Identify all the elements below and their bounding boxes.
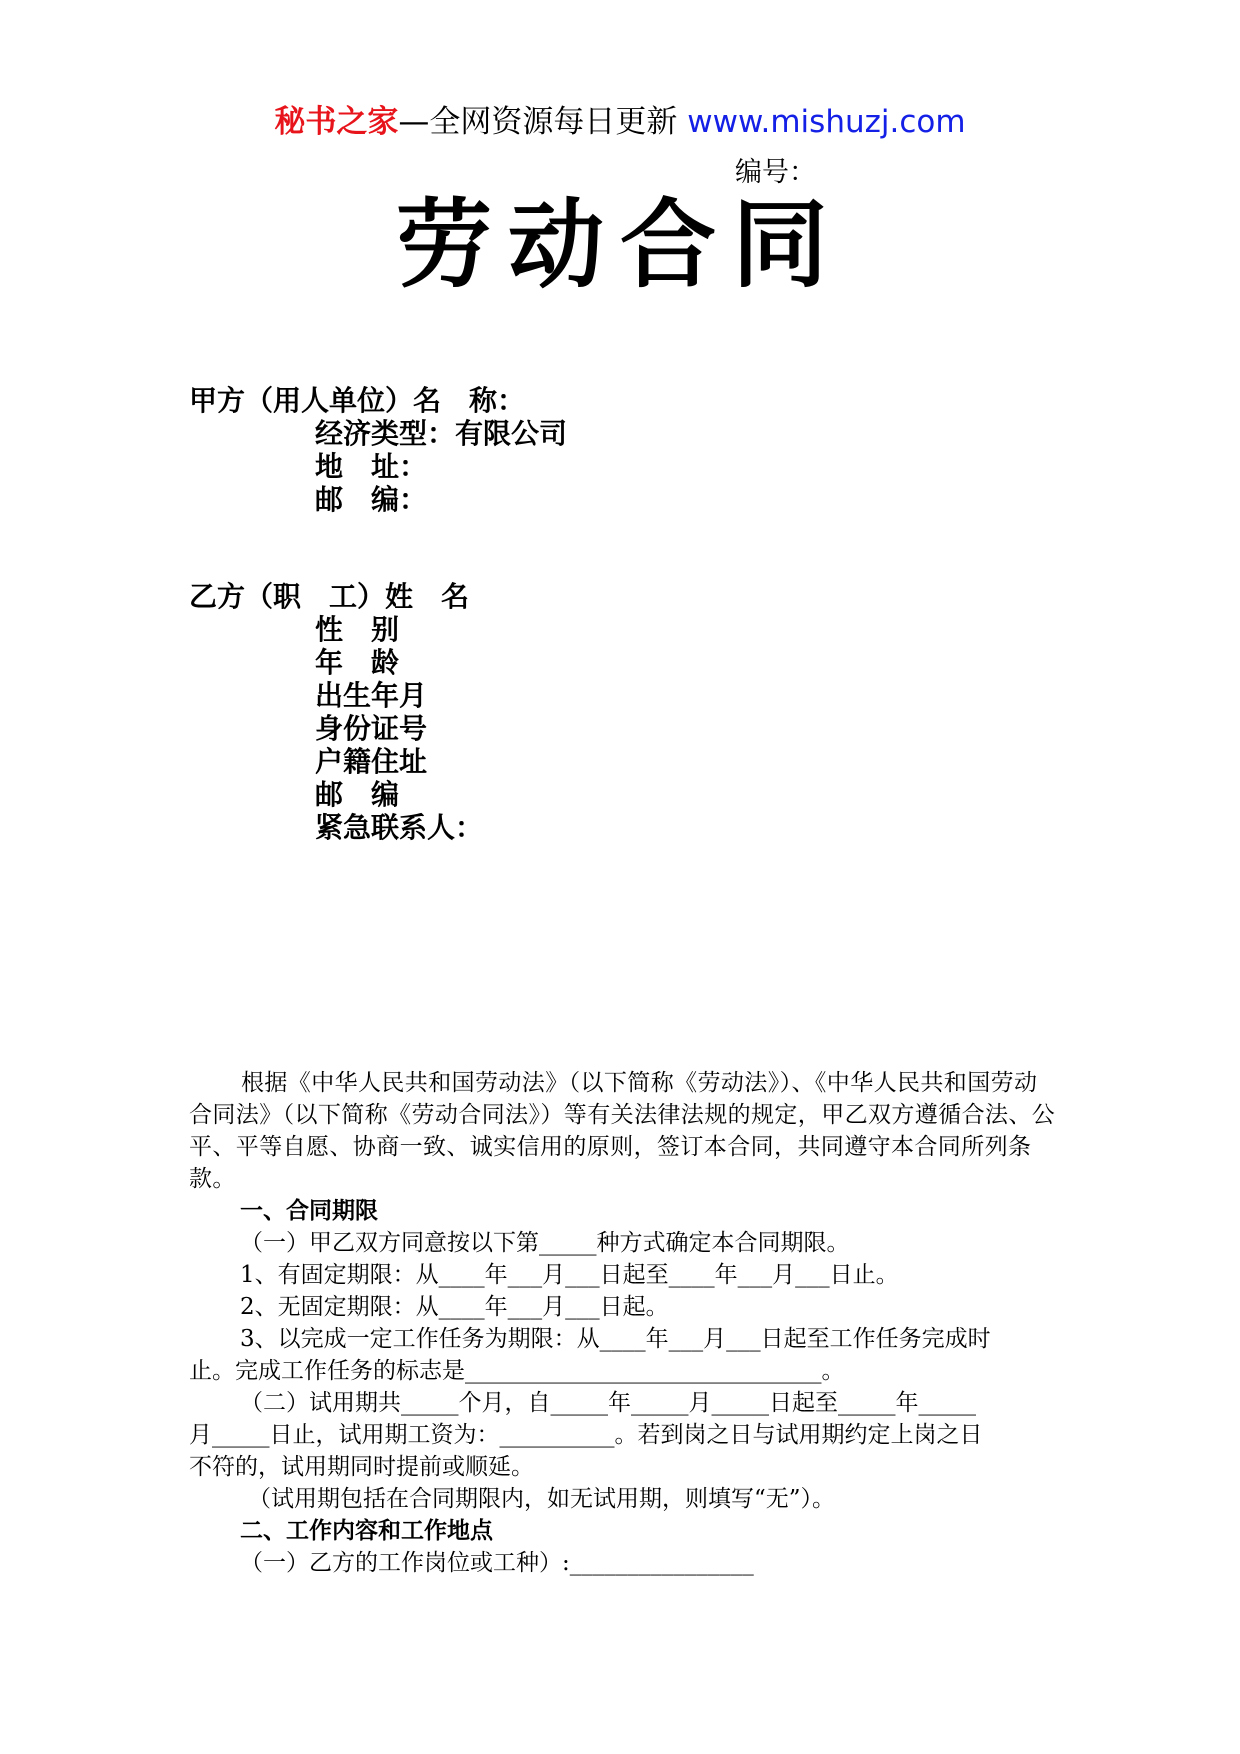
header-tagline: —全网资源每日更新 bbox=[398, 104, 678, 140]
party-b-household-address: 户籍住址 bbox=[315, 745, 428, 778]
party-a-address: 地 址： bbox=[315, 450, 428, 483]
party-a-economic-type: 经济类型：有限公司 bbox=[315, 417, 568, 450]
party-b-id-number: 身份证号 bbox=[315, 712, 428, 745]
section-1-term-choice: （一）甲乙双方同意按以下第_____种方式确定本合同期限。 bbox=[240, 1230, 850, 1256]
party-b-postcode: 邮 编 bbox=[315, 778, 400, 811]
section-1-probation: （二）试用期共_____个月，自_____年_____月_____日起至_____年_____ bbox=[240, 1390, 976, 1416]
party-a-postcode: 邮 编： bbox=[315, 483, 428, 516]
brand-name: 秘书之家 bbox=[274, 104, 399, 140]
section-1-heading: 一、合同期限 bbox=[240, 1198, 378, 1224]
party-b-gender: 性 别 bbox=[315, 613, 400, 646]
section-1-probation-cont-2: 不符的，试用期同时提前或顺延。 bbox=[189, 1454, 534, 1480]
party-b-birth: 出生年月 bbox=[315, 679, 428, 712]
party-b-heading: 乙方（职 工）姓 名 bbox=[189, 580, 470, 613]
header-banner bbox=[0, 100, 1240, 144]
serial-number-label: 编号： bbox=[735, 157, 816, 188]
document-title: 劳动合同 bbox=[396, 189, 844, 301]
party-b-emergency-contact: 紧急联系人： bbox=[315, 811, 484, 844]
section-2-position: （一）乙方的工作岗位或工种）:________________ bbox=[240, 1550, 754, 1576]
party-b-age: 年 龄 bbox=[315, 646, 400, 679]
section-1-probation-note: （试用期包括在合同期限内，如无试用期，则填写“无”）。 bbox=[248, 1486, 836, 1512]
section-1-task-term: 3、以完成一定工作任务为期限：从____年___月___日起至工作任务完成时 bbox=[240, 1326, 991, 1352]
section-1-fixed-term: 1、有固定期限：从____年___月___日起至____年___月___日止。 bbox=[240, 1262, 899, 1288]
section-2-heading: 二、工作内容和工作地点 bbox=[240, 1518, 493, 1544]
party-a-heading: 甲方（用人单位）名 称： bbox=[189, 384, 526, 417]
section-1-task-term-cont: 止。完成工作任务的标志是_______________________________。 bbox=[189, 1358, 845, 1384]
intro-paragraph: 根据《中华人民共和国劳动法》（以下简称《劳动法》）、《中华人民共和国劳动合同法》（以下简称《劳动合同法》）等有关法律法规的规定，甲乙双方遵循合法、公平、平等自愿、协商一致、诚实信用的原则，签订本合同，共同遵守本合同所列条款。 bbox=[189, 1070, 1056, 1192]
header-url[interactable]: www.mishuzj.com bbox=[687, 104, 966, 140]
section-1-open-term: 2、无固定期限：从____年___月___日起。 bbox=[240, 1294, 669, 1320]
section-1-probation-cont: 月_____日止，试用期工资为：__________。若到岗之日与试用期约定上岗之日 bbox=[189, 1422, 983, 1448]
